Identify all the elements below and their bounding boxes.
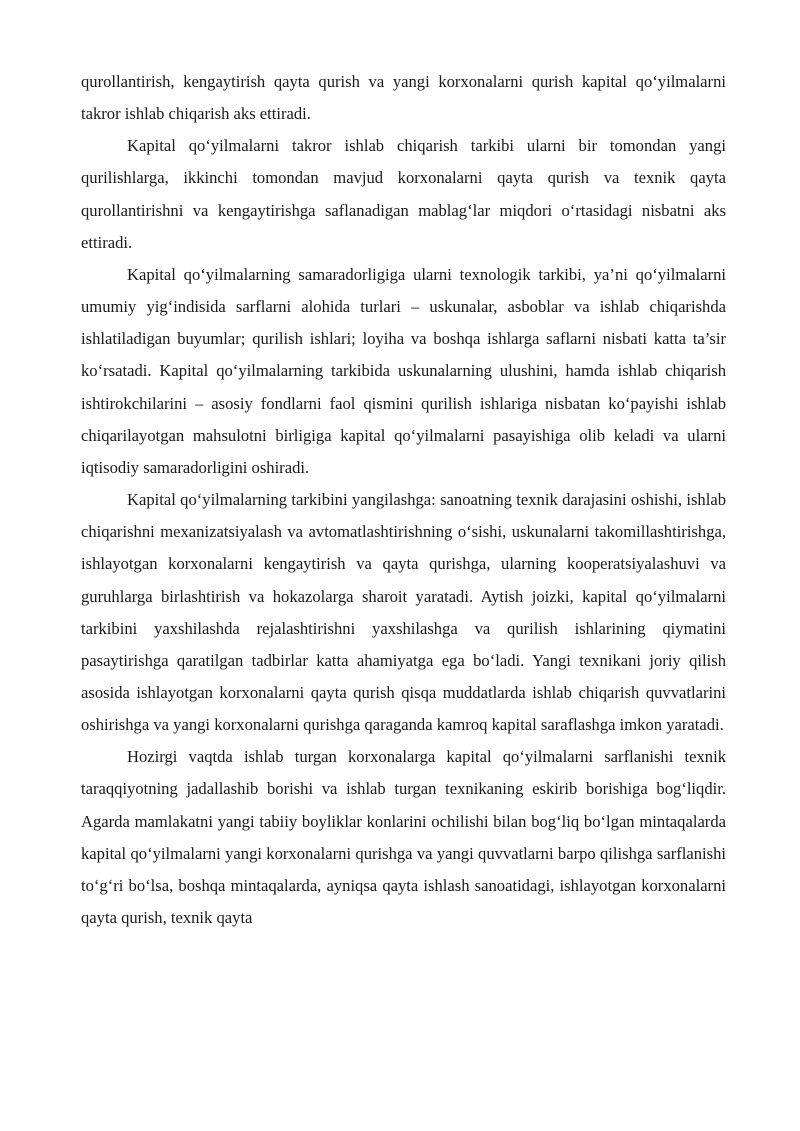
paragraph-1: qurollantirish, kengaytirish qayta qurish va yangi korxonalarni qurish kapital qo‘yilmalarni takror ishlab chiqarish aks ettiradi.: [81, 72, 726, 124]
body-text: [81, 66, 726, 934]
paragraph-5: Hozirgi vaqtda ishlab turgan korxonalarga kapital qo‘yilmalarni sarflanishi texnik taraqqiyotning jadallashib borishi va ishlab turgan texnikaning eskirib borishiga bog‘liqdir. Agarda mamlakatni yangi tabiiy boyliklar konlarini ochilishi bilan bog‘liq bo‘lgan mintaqalarda kapital qo‘yilmalarni yangi korxonalarni qurishga va yangi quvvatlarni barpo qilishga sarflanishi to‘g‘ri bo‘lsa, boshqa mintaqalarda, ayniqsa qayta ishlash sanoatidagi, ishlayotgan korxonalarni qayta qurish, texnik qayta: [81, 747, 726, 928]
paragraph-4: Kapital qo‘yilmalarning tarkibini yangilashga: sanoatning texnik darajasini oshishi, ishlab chiqarishni mexanizatsiyalash va avtomatlashtirishning o‘sishi, uskunalarni takomillashtirishga, ishlayotgan korxonalarni kengaytirish va qayta qurishga, ularning kooperatsiyalashuvi va guruhlarga birlashtirish va hokazolarga sharoit yaratadi. Aytish joizki, kapital qo‘yilmalarni tarkibini yaxshilashda rejalashtirishni yaxshilashga va qurilish ishlarining qiymatini pasaytirishga qaratilgan tadbirlar katta ahamiyatga ega bo‘ladi. Yangi texnikani joriy qilish asosida ishlayotgan korxonalarni qayta qurish qisqa muddatlarda ishlab chiqarish quvvatlarini oshirishga va yangi korxonalarni qurishga qaraganda kamroq kapital saraflashga imkon yaratadi.: [81, 490, 726, 735]
paragraph-2: Kapital qo‘yilmalarni takror ishlab chiqarish tarkibi ularni bir tomondan yangi qurilishlarga, ikkinchi tomondan mavjud korxonalarni qayta qurish va texnik qayta qurollantirishni va kengaytirishga saflanadigan mablag‘lar miqdori o‘rtasidagi nisbatni aks ettiradi.: [81, 136, 726, 252]
paragraph-3: Kapital qo‘yilmalarning samaradorligiga ularni texnologik tarkibi, ya’ni qo‘yilmalarni umumiy yig‘indisida sarflarni alohida turlari – uskunalar, asboblar va ishlab chiqarishda ishlatiladigan buyumlar; qurilish ishlari; loyiha va boshqa ishlarga saflarni nisbati katta ta’sir ko‘rsatadi. Kapital qo‘yilmalarning tarkibida uskunalarning ulushini, hamda ishlab chiqarish ishtirokchilarini – asosiy fondlarni faol qismini qurilish ishlariga nisbatan ko‘payishi ishlab chiqarilayotgan mahsulotni birligiga kapital qo‘yilmalarni pasayishiga olib keladi va ularni iqtisodiy samaradorligini oshiradi.: [81, 264, 726, 477]
